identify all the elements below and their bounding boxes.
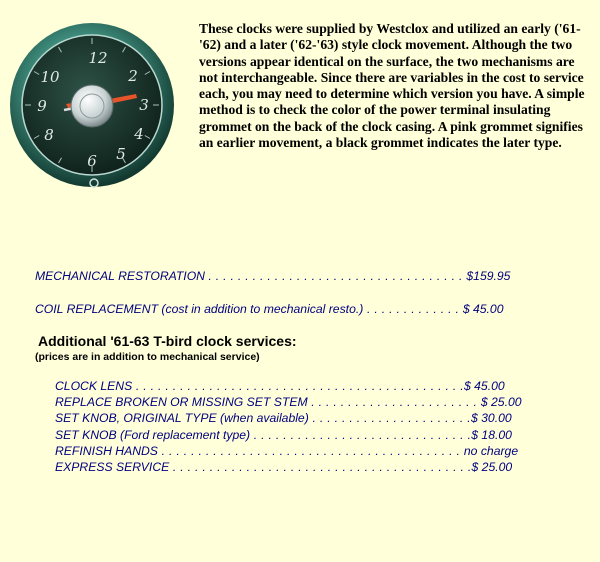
clock-numeral-9: 9 [37,97,47,115]
service-row-clock-lens [55,378,560,394]
service-row-label: REFINISH HANDS [55,444,158,458]
service-row-price: $ 45.00 [463,379,505,393]
clock-numeral-6: 6 [87,152,97,170]
price-row-label: COIL REPLACEMENT (cost in addition to mechanical resto.) [35,302,364,316]
service-row-set-knob-ford [55,427,560,443]
service-row-label: CLOCK LENS [55,379,133,393]
clock-numeral-12: 12 [88,49,108,67]
price-row-coil-replacement [35,301,560,317]
price-row-price: $159.95 [466,269,511,283]
service-row-label: SET KNOB (Ford replacement type) [55,428,251,442]
service-row-leader: . . . . . . . . . . . . . . . . . . . . . . . . . . . . . . [250,428,472,442]
service-row-express-service [55,459,560,475]
service-row-leader: . . . . . . . . . . . . . . . . . . . . . . [308,411,471,425]
price-row-price: $ 45.00 [462,302,504,316]
clock-numeral-4: 4 [134,125,144,143]
additional-services-note: (prices are in addition to mechanical service) [35,351,260,363]
clock-numeral-8: 8 [44,126,54,144]
service-row-leader: . . . . . . . . . . . . . . . . . . . . . . . [307,395,481,409]
price-row-mechanical-restoration [35,268,560,284]
service-row-label: EXPRESS SERVICE [55,460,170,474]
service-row-set-knob-original [55,410,560,426]
service-row-leader: . . . . . . . . . . . . . . . . . . . . . . . . . . . . . . . . . . . . . . . . . [157,444,464,458]
service-row-price: $ 18.00 [471,428,512,442]
price-row-leader: . . . . . . . . . . . . . . . . . . . . . . . . . . . . . . . . . . . [208,269,467,283]
clock-numeral-5: 5 [116,145,126,163]
service-row-price: $ 30.00 [470,411,512,425]
service-row-price: no charge [463,444,519,458]
service-row-price: $ 25.00 [480,395,522,409]
service-row-label: SET KNOB, ORIGINAL TYPE (when available) [55,411,309,425]
clock-hub [71,85,113,127]
service-row-price: $ 25.00 [471,460,513,474]
clock-image [6,18,186,198]
additional-services-title: Additional '61-63 T-bird clock services: [38,333,297,349]
clock-numeral-2: 2 [128,67,138,85]
clock-numeral-10: 10 [40,68,60,86]
service-row-refinish-hands [55,443,560,459]
intro-paragraph: These clocks were supplied by Westclox and utilized an early ('61-'62) and a later ('62-'63) style clock movement. Although the two versions appear identical on the surface, the two mechanisms are not interchangeable. Since there are variables in the cost to service each, you may need to determine which version you have. A simple method is to check the color of the power terminal insulating grommet on the back of the clock casing. A pink grommet signifies an earlier movement, a black grommet indicates the later type. [199,21,585,151]
price-row-leader: . . . . . . . . . . . . . [363,302,463,316]
price-row-label: MECHANICAL RESTORATION [35,269,209,283]
service-row-leader: . . . . . . . . . . . . . . . . . . . . . . . . . . . . . . . . . . . . . . . . . [169,460,472,474]
clock-numeral-3: 3 [139,96,149,114]
service-row-label: REPLACE BROKEN OR MISSING SET STEM [55,395,308,409]
service-row-set-stem [55,394,560,410]
service-row-leader: . . . . . . . . . . . . . . . . . . . . . . . . . . . . . . . . . . . . . . . . . . . . . [132,379,464,393]
